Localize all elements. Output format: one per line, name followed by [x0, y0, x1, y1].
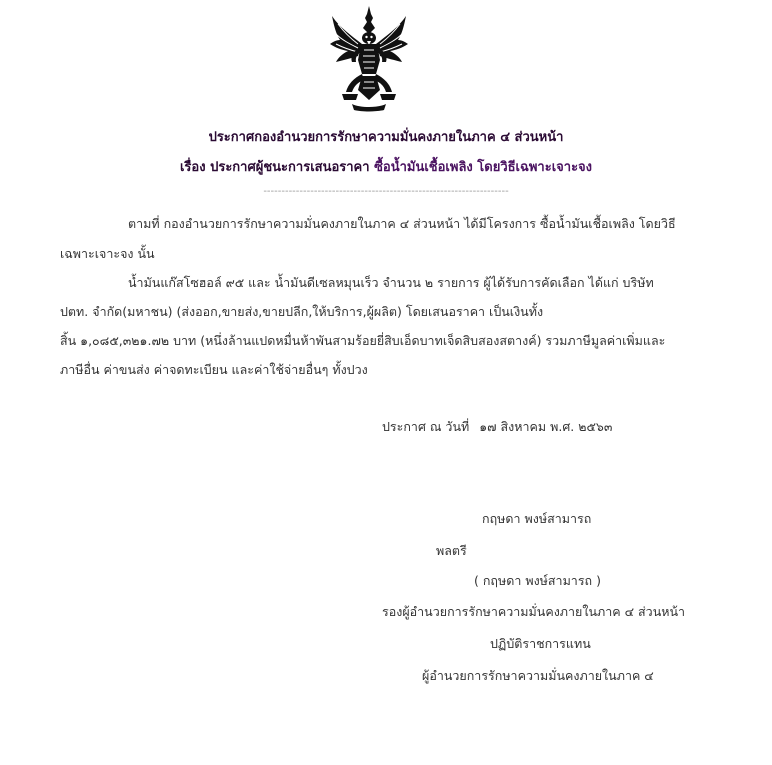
garuda-emblem-icon — [328, 4, 410, 112]
signer-position: รองผู้อำนวยการรักษาความมั่นคงภายในภาค ๔ ส่วนหน้า — [382, 604, 686, 619]
body-line-5: สิ้น ๑,๐๘๕,๓๒๑.๗๒ บาท (หนึ่งล้านแปดหมื่นห้าพันสามร้อยยี่สิบเอ็ดบาทเจ็ดสิบสองสตางค์) รวมภาษีมูลค่าเพิ่มและ — [60, 333, 666, 348]
body-line-6: ภาษีอื่น ค่าขนส่ง ค่าจดทะเบียน และค่าใช้จ่ายอื่นๆ ทั้งปวง — [60, 362, 368, 377]
body-line-4: ปตท. จำกัด(มหาชน) (ส่งออก,ขายส่ง,ขายปลีก,ให้บริการ,ผู้ผลิต) โดยเสนอราคา เป็นเงินทั้ง — [60, 304, 544, 319]
signer-name-parens: ( กฤษดา พงษ์สามารถ ) — [474, 573, 601, 588]
announcement-date-line — [382, 417, 612, 437]
subject-prefix: เรื่อง ประกาศผู้ชนะการเสนอราคา — [179, 160, 370, 175]
signer-acting: ปฏิบัติราชการแทน — [490, 636, 591, 651]
signer-on-behalf: ผู้อำนวยการรักษาความมั่นคงภายในภาค ๔ — [422, 668, 654, 683]
announcement-date: ๑๗ สิงหาคม พ.ศ. ๒๕๖๓ — [479, 419, 613, 434]
subject-line — [0, 156, 772, 177]
divider-line: -------------------------------------------------------------------- — [263, 186, 509, 197]
body-line-3: น้ำมันแก๊สโซฮอล์ ๙๕ และ น้ำมันดีเซลหมุนเร็ว จำนวน ๒ รายการ ผู้ได้รับการคัดเลือก ได้แก่ บริษัท — [128, 275, 654, 290]
announcement-prefix: ประกาศ ณ วันที่ — [382, 419, 470, 434]
subject-suffix: ซื้อน้ำมันเชื้อเพลิง โดยวิธีเฉพาะเจาะจง — [374, 160, 593, 175]
signer-rank: พลตรี — [436, 543, 467, 558]
body-line-1: ตามที่ กองอำนวยการรักษาความมั่นคงภายในภาค ๔ ส่วนหน้า ได้มีโครงการ ซื้อน้ำมันเชื้อเพลิง โดยวิธี — [128, 216, 676, 231]
announcement-title: ประกาศกองอำนวยการรักษาความมั่นคงภายในภาค ๔ ส่วนหน้า — [208, 130, 564, 145]
signature-name: กฤษดา พงษ์สามารถ — [482, 511, 592, 526]
body-line-2: เฉพาะเจาะจง นั้น — [60, 246, 155, 261]
